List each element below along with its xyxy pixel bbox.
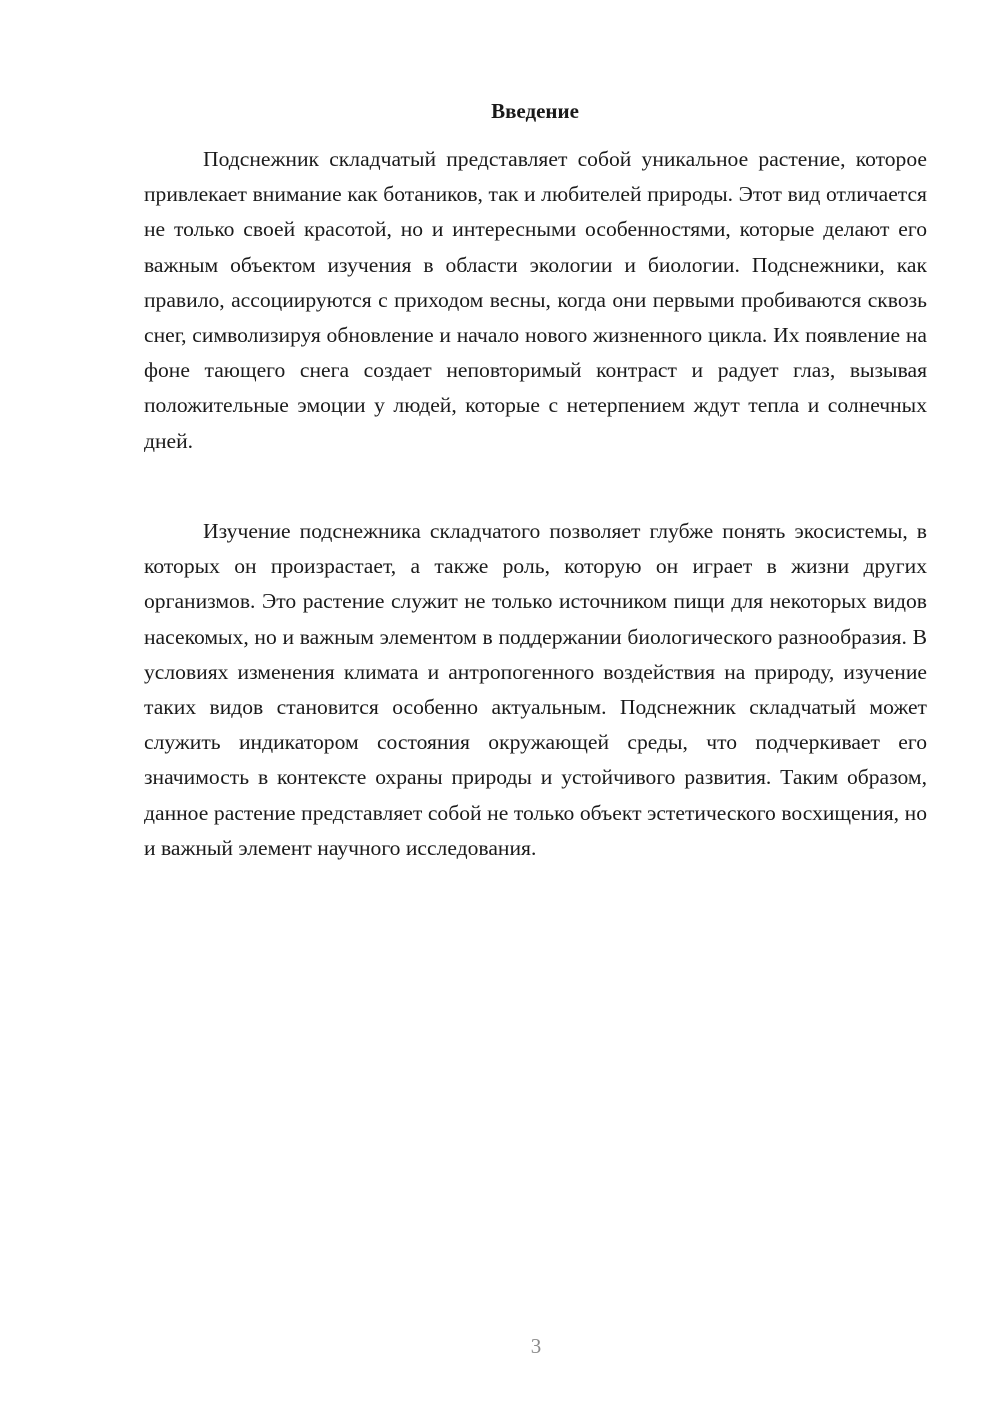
paragraph-2: Изучение подснежника складчатого позволяет глубже понять экосистемы, в которых он произрастает, а также роль, которую он играет в жизни других организмов. Это растение служит не только источником пищи для некоторых видов насекомых, но и важным элементом в поддержании биологического разнообразия. В условиях изменения климата и антропогенного воздействия на природу, изучение таких видов становится особенно актуальным. Подснежник складчатый может служить индикатором состояния окружающей среды, что подчеркивает его значимость в контексте охраны природы и устойчивого развития. Таким образом, данное растение представляет собой не только объект эстетического восхищения, но и важный элемент научного исследования. [144,519,927,860]
section-heading: Введение [491,99,579,123]
paragraph-1: Подснежник складчатый представляет собой уникальное растение, которое привлекает внимание как ботаников, так и любителей природы. Этот вид отличается не только своей красотой, но и интересными особенностями, которые делают его важным объектом изучения в области экологии и биологии. Подснежники, как правило, ассоциируются с приходом весны, когда они первыми пробиваются сквозь снег, символизируя обновление и начало нового жизненного цикла. Их появление на фоне тающего снега создает неповторимый контраст и радует глаз, вызывая положительные эмоции у людей, которые с нетерпением ждут тепла и солнечных дней. [144,147,927,453]
page-number: 3 [530,1334,542,1358]
